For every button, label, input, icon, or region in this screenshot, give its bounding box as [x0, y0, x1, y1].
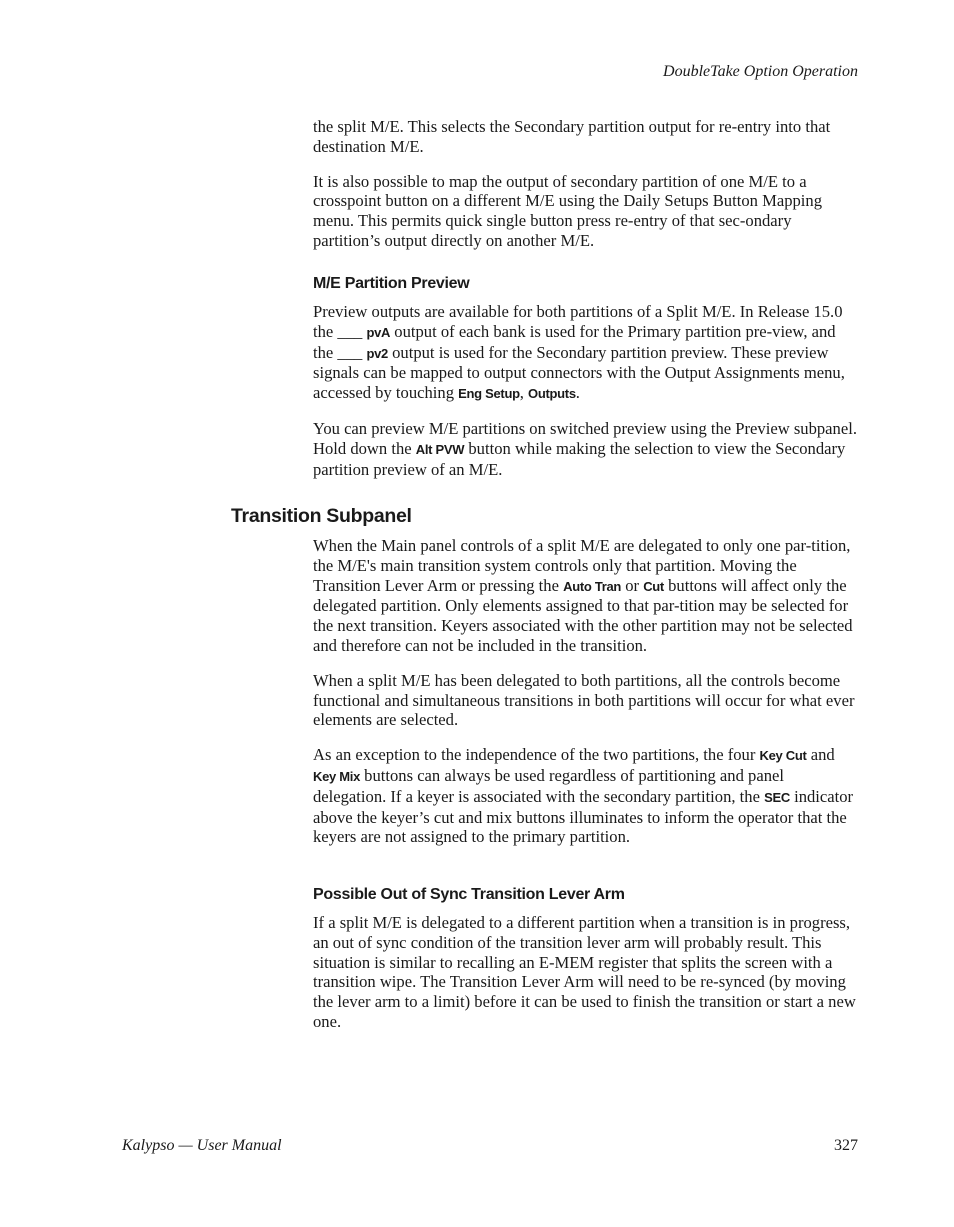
- transition-paragraph-2: When a split M/E has been delegated to both partitions, all the controls become functional and simultaneous transitions in both partitions will occur for what ever elements are selected.: [313, 670, 855, 730]
- running-header: DoubleTake Option Operation: [663, 63, 858, 80]
- alt-pvw-button-label: Alt PVW: [415, 441, 465, 457]
- preview-block: [313, 302, 859, 479]
- intro-block: [313, 117, 859, 251]
- out-of-sync-heading: Possible Out of Sync Transition Lever Arm: [313, 886, 625, 903]
- key-cut-button-label: Key Cut: [759, 748, 807, 764]
- intro-paragraph-1: the split M/E. This selects the Secondary partition output for re-entry into that destination M/E.: [313, 117, 831, 156]
- pv2-output-label: pv2: [366, 345, 388, 361]
- sync-paragraph-1: If a split M/E is delegated to a different partition when a transition is in progress, an out of sync condition of the transition lever arm will probably result. This situation is similar to recalling an E-MEM register that splits the screen with a transition wipe. The Transition Lever Arm will need to be re-synced (by moving the lever arm to a limit) before it can be used to finish the transition or start a new one.: [313, 913, 856, 1031]
- transition-subpanel-heading: Transition Subpanel: [231, 505, 412, 527]
- preview-paragraph-2: You can preview M/E partitions on switched preview using the Preview subpanel. Hold down the Alt PVW button while making the selection to view the Secondary partition preview of an M/E.: [313, 418, 857, 479]
- sec-indicator-label: SEC: [764, 789, 790, 805]
- transition-block: [313, 536, 859, 847]
- page-number: 327: [834, 1137, 858, 1154]
- eng-setup-label: Eng Setup: [458, 386, 520, 402]
- auto-tran-button-label: Auto Tran: [563, 578, 622, 594]
- preview-paragraph-1: Preview outputs are available for both partitions of a Split M/E. In Release 15.0 the ___ pvA output of each bank is used for the Primary partition pre-view, and the ___ pv2 output is used for the Secondary partition preview. These preview signals can be mapped to output connectors with the Output Assignments menu, accessed by touching Eng Setup, Outputs.: [313, 302, 845, 403]
- sync-block: [313, 913, 859, 1032]
- partition-preview-heading: M/E Partition Preview: [313, 275, 470, 292]
- key-mix-button-label: Key Mix: [313, 768, 361, 784]
- transition-paragraph-1: When the Main panel controls of a split M/E are delegated to only one par-tition, the M/E's main transition system controls only that partition. Moving the Transition Lever Arm or pressing the Auto Tran or Cut buttons will affect only the delegated partition. Only elements assigned to that par-tition may be selected for the next transition. Keyers associated with the other partition may not be selected and therefore can not be included in the transition.: [313, 536, 853, 655]
- outputs-label: Outputs: [528, 386, 576, 402]
- footer-manual-title: Kalypso — User Manual: [122, 1137, 282, 1154]
- transition-paragraph-3: As an exception to the independence of the two partitions, the four Key Cut and Key Mix buttons can always be used regardless of partitioning and panel delegation. If a keyer is associated with the secondary partition, the SEC indicator above the keyer’s cut and mix buttons illuminates to inform the operator that the keyers are not assigned to the primary partition.: [313, 745, 854, 847]
- cut-button-label: Cut: [643, 578, 664, 594]
- intro-paragraph-2: It is also possible to map the output of secondary partition of one M/E to a crosspoint button on a different M/E using the Daily Setups Button Mapping menu. This permits quick single button press re-entry of that sec-ondary partition’s output directly on another M/E.: [313, 171, 822, 250]
- pva-output-label: pvA: [366, 324, 391, 340]
